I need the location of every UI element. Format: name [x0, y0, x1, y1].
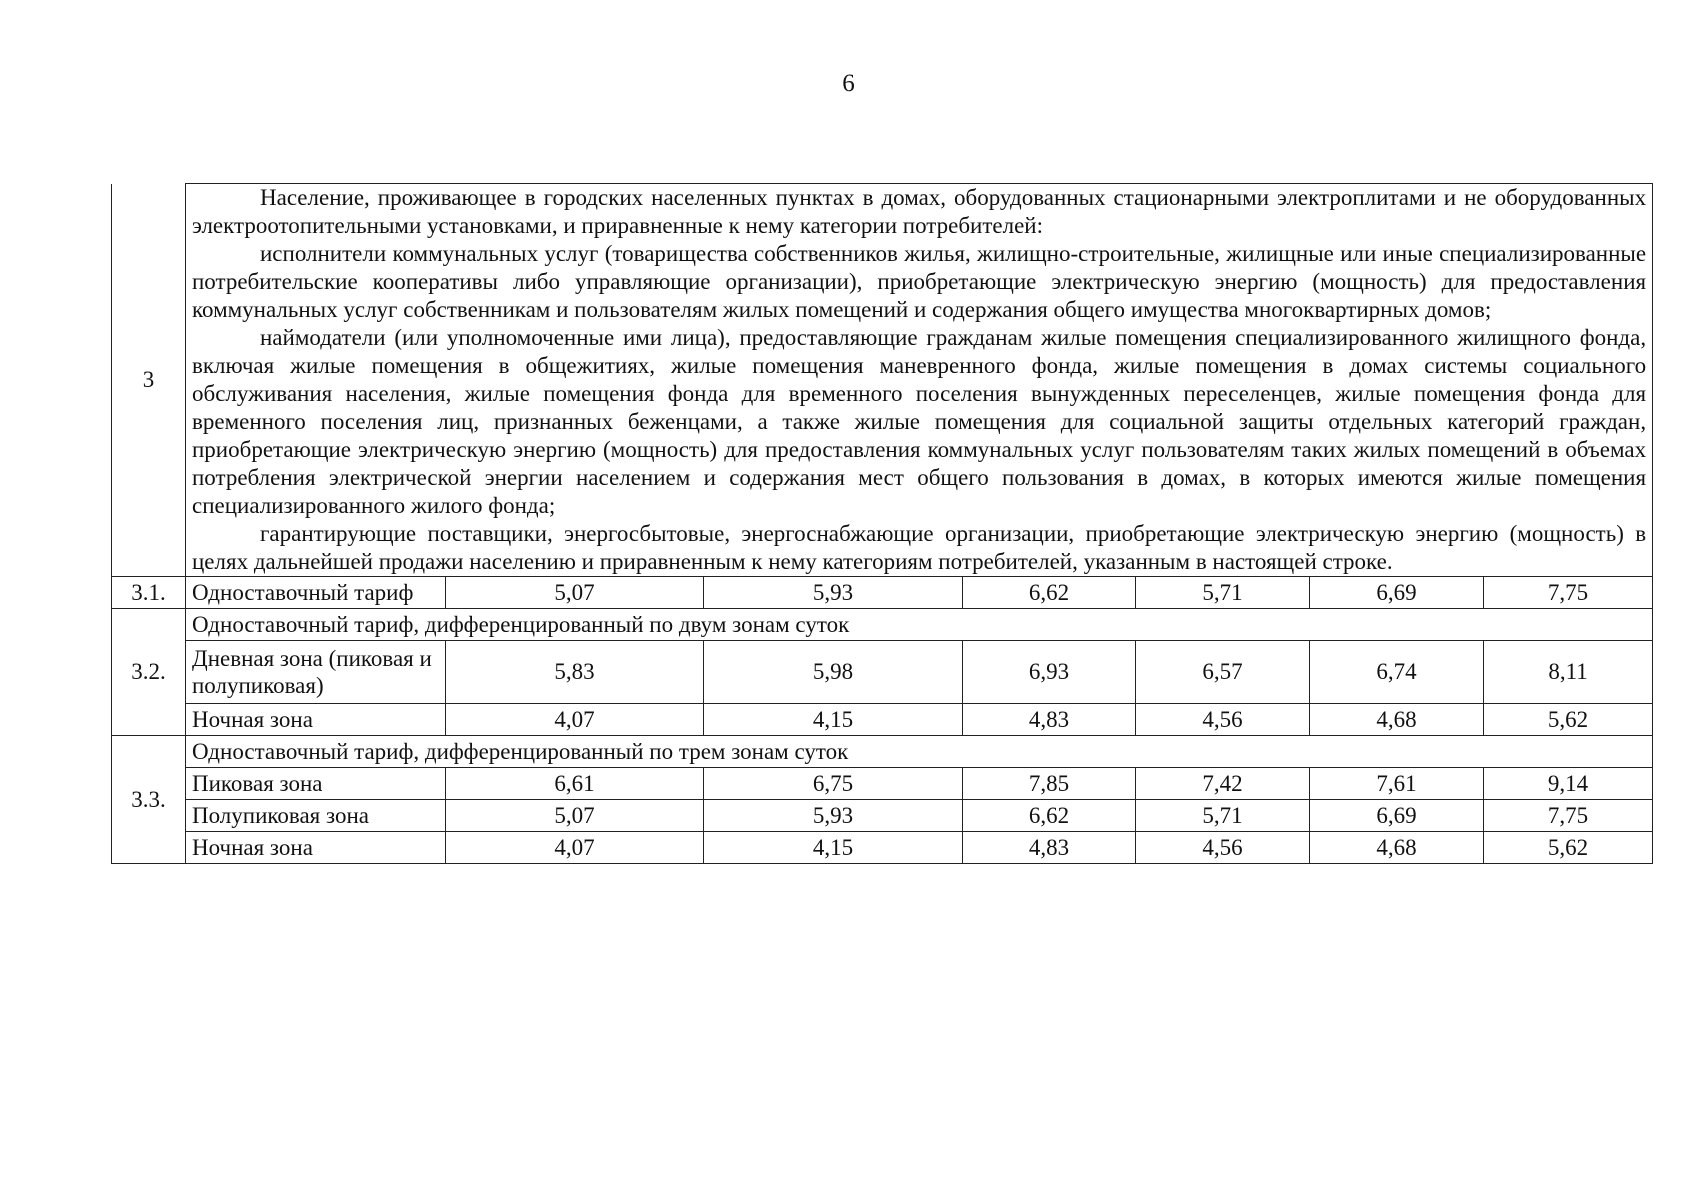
tariff-value: 5,62 [1484, 832, 1653, 864]
tariff-value: 6,62 [963, 577, 1136, 609]
tariff-value: 6,69 [1310, 577, 1484, 609]
tariff-label: Одноставочный тариф [186, 577, 446, 609]
tariff-label: Пиковая зона [186, 768, 446, 800]
tariff-value: 4,56 [1136, 832, 1310, 864]
description-paragraph: Население, проживающее в городских населенных пунктах в домах, оборудованных стационарными электроплитами и не оборудованных электроотопительными установками, и приравненные к нему категории потребителей: [192, 185, 1647, 238]
table-row-section-3 [112, 184, 1653, 577]
tariff-label: Дневная зона (пиковая и полупиковая) [186, 641, 446, 704]
tariff-value: 6,74 [1310, 641, 1484, 704]
tariff-value: 5,98 [704, 641, 963, 704]
tariff-value: 4,68 [1310, 832, 1484, 864]
tariff-value: 8,11 [1484, 641, 1653, 704]
tariff-value: 6,69 [1310, 800, 1484, 832]
tariff-value: 5,62 [1484, 704, 1653, 736]
tariff-value: 5,83 [446, 641, 704, 704]
tariff-value: 7,61 [1310, 768, 1484, 800]
table-row-3-1 [112, 577, 1653, 609]
tariff-value: 5,71 [1136, 800, 1310, 832]
subsection-header: Одноставочный тариф, дифференцированный по двум зонам суток [186, 609, 1653, 641]
tariff-table [111, 183, 1653, 864]
table-row-3-3-half-peak [112, 800, 1653, 832]
tariff-value: 9,14 [1484, 768, 1653, 800]
tariff-value: 4,83 [963, 704, 1136, 736]
table-row-3-3-night [112, 832, 1653, 864]
tariff-label: Полупиковая зона [186, 800, 446, 832]
row-number-3-2: 3.2. [112, 609, 186, 736]
tariff-value: 4,07 [446, 832, 704, 864]
tariff-value: 4,56 [1136, 704, 1310, 736]
tariff-value: 5,71 [1136, 577, 1310, 609]
tariff-value: 4,68 [1310, 704, 1484, 736]
tariff-value: 5,07 [446, 800, 704, 832]
tariff-value: 6,75 [704, 768, 963, 800]
tariff-value: 7,75 [1484, 800, 1653, 832]
tariff-value: 7,85 [963, 768, 1136, 800]
tariff-value: 5,07 [446, 577, 704, 609]
description-paragraph: гарантирующие поставщики, энергосбытовые, энергоснабжающие организации, приобретающие электрическую энергию (мощность) в целях дальнейшей продажи населению и приравненным к нему категориям потребителей, указанным в настоящей строке. [192, 521, 1647, 574]
description-paragraph: исполнители коммунальных услуг (товарищества собственников жилья, жилищно-строительные, жилищные или иные специализированные потребительские кооперативы либо управляющие организации), приобретающие электрическую энергию (мощность) для предоставления коммунальных услуг собственникам и пользователям жилых помещений и содержания общего имущества многоквартирных домов; [192, 241, 1647, 322]
tariff-value: 4,07 [446, 704, 704, 736]
section-3-description [186, 184, 1653, 577]
row-number-3-1: 3.1. [112, 577, 186, 609]
tariff-label: Ночная зона [186, 832, 446, 864]
tariff-value: 4,83 [963, 832, 1136, 864]
tariff-value: 6,62 [963, 800, 1136, 832]
tariff-value: 5,93 [704, 800, 963, 832]
table-row-3-2-day [112, 641, 1653, 704]
table-row-3-2-header [112, 609, 1653, 641]
description-paragraph: наймодатели (или уполномоченные ими лица), предоставляющие гражданам жилые помещения специализированного жилищного фонда, включая жилые помещения в общежитиях, жилые помещения маневренного фонда, жилые помещения в домах системы социального обслуживания населения, жилые помещения фонда для временного поселения вынужденных переселенцев, жилые помещения фонда для временного поселения лиц, признанных беженцами, а также жилые помещения для социальной защиты отдельных категорий граждан, приобретающие электрическую энергию (мощность) для предоставления коммунальных услуг пользователям таких жилых помещений в объемах потребления электрической энергии населением и содержания мест общего пользования в домах, в которых имеются жилые помещения специализированного жилого фонда; [192, 325, 1647, 518]
page-number: 6 [842, 70, 855, 97]
tariff-value: 7,75 [1484, 577, 1653, 609]
tariff-value: 6,61 [446, 768, 704, 800]
subsection-header: Одноставочный тариф, дифференцированный по трем зонам суток [186, 736, 1653, 768]
tariff-value: 4,15 [704, 832, 963, 864]
tariff-value: 6,93 [963, 641, 1136, 704]
tariff-value: 4,15 [704, 704, 963, 736]
tariff-value: 7,42 [1136, 768, 1310, 800]
table-row-3-2-night [112, 704, 1653, 736]
table-row-3-3-peak [112, 768, 1653, 800]
table-row-3-3-header [112, 736, 1653, 768]
row-number-3-3: 3.3. [112, 736, 186, 864]
tariff-value: 6,57 [1136, 641, 1310, 704]
row-number-3: 3 [112, 184, 186, 577]
tariff-label: Ночная зона [186, 704, 446, 736]
tariff-value: 5,93 [704, 577, 963, 609]
